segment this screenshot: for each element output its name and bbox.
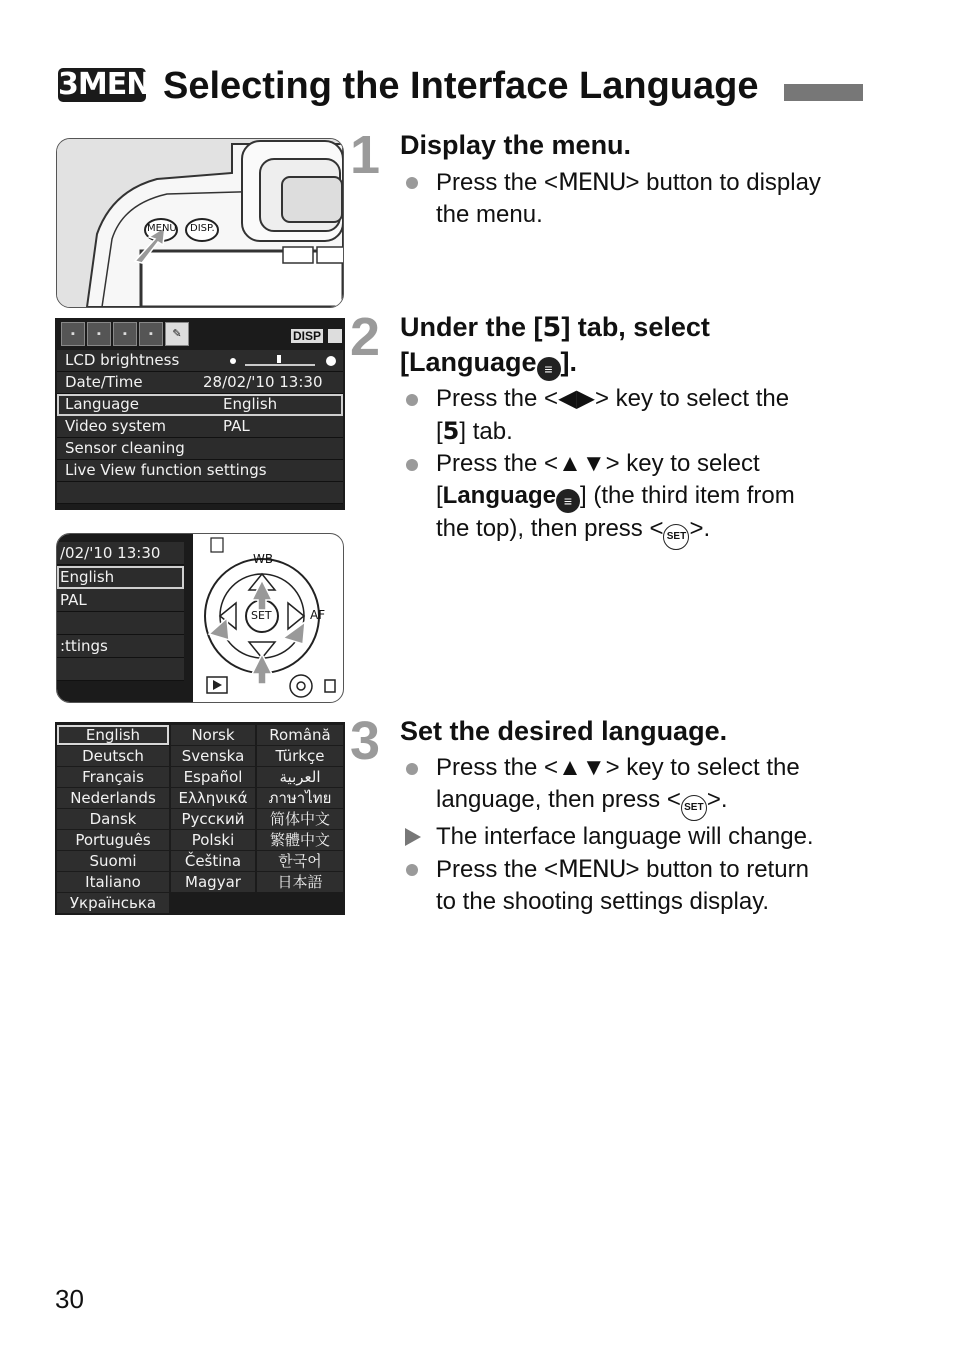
list-item: Press the <▲▼> key to select [Language ≡ ] (the third item from the top), then press < SET >. [400, 448, 795, 550]
language-option: Italiano [57, 872, 169, 892]
language-option: Čeština [171, 851, 255, 871]
playback-tab-icon: ▪ [113, 322, 137, 346]
zoom-row-language: English [57, 566, 184, 589]
shooting-tab-2-icon: ▪ [87, 322, 111, 346]
language-option: Dansk [57, 809, 169, 829]
language-option: Español [171, 767, 255, 787]
setup-tab-icon: ✎ [165, 322, 189, 346]
language-option: Magyar [171, 872, 255, 892]
step-3-number: 3 [350, 711, 381, 771]
menu-tabs [61, 322, 189, 348]
language-option: Deutsch [57, 746, 169, 766]
menu-glyph: MENU [558, 855, 626, 883]
language-option: Svenska [171, 746, 255, 766]
zoom-row-sensor [57, 612, 184, 635]
menu-badge: 3MENU [58, 67, 174, 102]
disp-indicator: DISP [292, 329, 321, 343]
language-option: Français [57, 767, 169, 787]
up-down-arrow-icon: ▲▼ [558, 754, 606, 781]
brightness-scale-icon [227, 353, 339, 369]
camera-back-illustration [56, 138, 344, 308]
language-option: English [57, 725, 169, 745]
language-option: Ελληνικά [171, 788, 255, 808]
set-button-icon: SET [663, 524, 689, 550]
list-item: Press the <▲▼> key to select the language, then press < SET >. [400, 752, 814, 821]
step-2-bullets [400, 383, 795, 550]
language-option: Nederlands [57, 788, 169, 808]
language-option: 한국어 [257, 851, 343, 871]
setup-menu-screen [55, 318, 345, 510]
step-3-heading: Set the desired language. [400, 716, 728, 746]
zoom-row-empty [57, 658, 184, 681]
step-2-heading: Under the [5] tab, select [Language ≡ ]. [400, 310, 710, 381]
language-option: Română [257, 725, 343, 745]
list-item: Press the <MENU> button to return to the shooting settings display. [400, 853, 814, 918]
page-title: Selecting the Interface Language [163, 65, 759, 107]
menu-row-video-system: Video system PAL [57, 416, 343, 438]
cross-keys-illustration [56, 533, 344, 703]
page-number: 30 [55, 1284, 84, 1314]
menu-row-lcd-brightness: LCD brightness [57, 350, 343, 372]
zoom-row-video: PAL [57, 589, 184, 612]
language-option: العربية [257, 767, 343, 787]
step-1-bullets [400, 166, 821, 231]
af-label: AF [310, 608, 326, 622]
language-option: Norsk [171, 725, 255, 745]
language-option: Русский [171, 809, 255, 829]
title-decor-bar [784, 84, 863, 101]
list-item: Press the <MENU> button to display the menu. [400, 166, 821, 231]
wb-label: WB [253, 552, 274, 566]
step-1-number: 1 [350, 125, 381, 185]
set-button-icon: SET [681, 795, 707, 821]
zoomed-menu-screen [57, 534, 193, 702]
step-3-bullets [400, 752, 814, 918]
list-item: The interface language will change. [400, 821, 814, 853]
language-option: 简体中文 [257, 809, 343, 829]
language-icon: ≡ [556, 489, 580, 513]
up-down-arrow-icon: ▲▼ [558, 450, 606, 477]
playback-tab-2-icon: ▪ [139, 322, 163, 346]
shooting-tab-1-icon: ▪ [61, 322, 85, 346]
language-option: Türkçe [257, 746, 343, 766]
setup-tab-glyph: 5 [442, 417, 460, 445]
grid-icon [328, 329, 342, 343]
language-icon: ≡ [537, 357, 561, 381]
menu-row-live-view: Live View function settings [57, 460, 343, 482]
set-key-label: SET [251, 609, 272, 622]
language-option: Polski [171, 830, 255, 850]
menu-glyph: MENU [558, 168, 626, 196]
step-1-heading: Display the menu. [400, 130, 632, 160]
zoom-row-liveview: :ttings [57, 635, 184, 658]
menu-row-sensor-cleaning: Sensor cleaning [57, 438, 343, 460]
menu-button-label: MENU [147, 223, 177, 234]
language-option: Українська [57, 893, 169, 913]
language-option: 日本語 [257, 872, 343, 892]
language-option: 繁體中文 [257, 830, 343, 850]
language-selection-screen [55, 722, 345, 915]
language-option: Português [57, 830, 169, 850]
language-option: ภาษาไทย [257, 788, 343, 808]
setup-tab-glyph: 5 [542, 312, 562, 343]
language-option: Suomi [57, 851, 169, 871]
step-2-number: 2 [350, 307, 381, 367]
zoom-row-date: /02/'10 13:30 [57, 542, 184, 565]
menu-row-date-time: Date/Time 28/02/'10 13:30 [57, 372, 343, 394]
left-right-arrow-icon: ◀▶ [558, 385, 595, 412]
disp-button-label: DISP. [190, 223, 215, 234]
list-item: Press the <◀▶> key to select the [5] tab. [400, 383, 795, 448]
menu-row-language: Language English [57, 394, 343, 416]
menu-row-empty [57, 482, 343, 504]
